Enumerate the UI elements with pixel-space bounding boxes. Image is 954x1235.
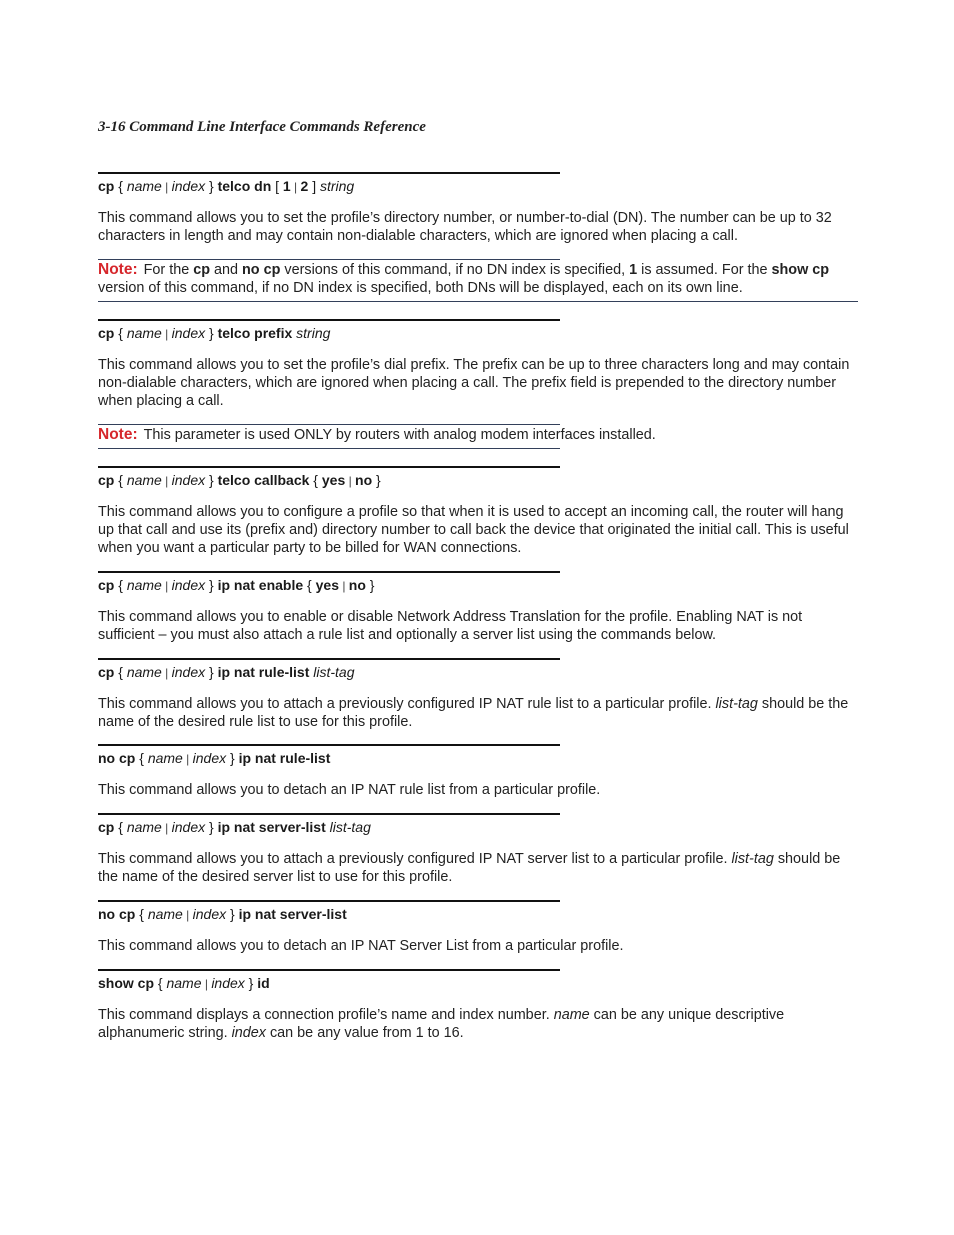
text-run: } (226, 750, 239, 766)
note-box (98, 259, 858, 302)
keyword-text: ip nat rule-list (238, 750, 331, 766)
running-header: 3-16 Command Line Interface Commands Reference (98, 119, 426, 135)
command-description (98, 608, 858, 644)
parameter-text: index (171, 577, 206, 593)
text-run: } (205, 178, 218, 194)
text-run: should be the name of the desired rule list to use for this profile. (98, 696, 849, 730)
text-run: { (135, 906, 148, 922)
keyword-text: cp (98, 664, 115, 680)
note-box (98, 424, 858, 449)
parameter-text: list-tag (715, 696, 758, 712)
text-run: { (154, 975, 167, 991)
note-label: Note: (98, 261, 138, 278)
parameter-text: name (553, 1007, 590, 1023)
parameter-text: index (171, 819, 206, 835)
command-description (98, 503, 858, 557)
keyword-text: ip nat server-list (217, 819, 326, 835)
command-description (98, 781, 858, 799)
text-run: versions of this command, if no DN index is specified, (280, 262, 630, 278)
command-description (98, 356, 858, 410)
text-run: This command allows you to set the profile’s directory number, or number-to-dial (DN). The number can be up to 32 characters in length and may contain non-dialable characters, which are ignored when placing a call. (98, 210, 832, 244)
parameter-text: index (171, 178, 206, 194)
command-syntax (98, 969, 560, 993)
parameter-text: index (171, 325, 206, 341)
keyword-text: show cp (771, 262, 830, 278)
keyword-text: ip nat rule-list (217, 664, 310, 680)
text-run: { (114, 664, 127, 680)
parameter-text: list-tag (731, 851, 774, 867)
keyword-text: telco dn (217, 178, 272, 194)
keyword-text: ip nat server-list (238, 906, 347, 922)
text-run: } (372, 472, 381, 488)
parameter-text: index (171, 472, 206, 488)
text-run: { (114, 819, 127, 835)
text-run: | (161, 666, 172, 680)
command-entry (98, 744, 858, 799)
command-entry (98, 969, 858, 1042)
keyword-text: 1 (629, 262, 638, 278)
text-run: { (114, 472, 127, 488)
keyword-text: id (257, 975, 270, 991)
text-run: This command allows you to attach a previously configured IP NAT rule list to a particular profile. (98, 696, 716, 712)
text-run: } (205, 325, 218, 341)
note-label: Note: (98, 426, 138, 443)
parameter-text: index (171, 664, 206, 680)
parameter-text: index (192, 906, 227, 922)
text-run: This command allows you to detach an IP NAT Server List from a particular profile. (98, 938, 624, 954)
text-run: is assumed. For the (637, 262, 772, 278)
keyword-text: cp (98, 819, 115, 835)
command-syntax (98, 172, 560, 196)
keyword-text: no cp (98, 906, 136, 922)
text-run: } (226, 906, 239, 922)
text-run: should be the name of the desired server list to use for this profile. (98, 851, 841, 885)
text-run: { (303, 577, 316, 593)
keyword-text: cp (193, 262, 210, 278)
text-run: | (161, 474, 172, 488)
parameter-text: name (166, 975, 202, 991)
keyword-text: 1 (282, 178, 291, 194)
text-run: This command displays a connection profile’s name and index number. (98, 1007, 554, 1023)
text-run: | (338, 579, 349, 593)
command-syntax (98, 466, 560, 490)
keyword-text: telco callback (217, 472, 310, 488)
text-run: | (290, 180, 301, 194)
keyword-text: telco prefix (217, 325, 293, 341)
text-run: | (161, 327, 172, 341)
command-description (98, 1006, 858, 1042)
text-run: | (161, 821, 172, 835)
text-run: can be any unique descriptive alphanumeric string. (98, 1007, 785, 1041)
keyword-text: 2 (300, 178, 309, 194)
text-run: | (345, 474, 356, 488)
command-syntax (98, 813, 560, 837)
parameter-text: name (126, 664, 162, 680)
parameter-text: name (126, 178, 162, 194)
text-run: } (205, 577, 218, 593)
keyword-text: cp (98, 178, 115, 194)
text-run: { (114, 325, 127, 341)
command-entry (98, 813, 858, 886)
command-description (98, 209, 858, 245)
parameter-text: index (231, 1025, 266, 1041)
note-text (98, 262, 829, 296)
command-syntax (98, 571, 560, 595)
command-syntax (98, 658, 560, 682)
command-entry (98, 658, 858, 731)
text-run: | (161, 180, 172, 194)
keyword-text: no cp (242, 262, 281, 278)
text-run: [ (271, 178, 283, 194)
text-run: } (205, 819, 218, 835)
text-run: | (201, 977, 212, 991)
parameter-text: name (147, 906, 183, 922)
command-syntax (98, 319, 560, 343)
text-run: } (205, 472, 218, 488)
command-description (98, 937, 858, 955)
text-run: | (182, 908, 193, 922)
parameter-text: index (192, 750, 227, 766)
command-entry (98, 900, 858, 955)
keyword-text: no (348, 577, 366, 593)
keyword-text: cp (98, 325, 115, 341)
note-text (144, 427, 656, 443)
command-description (98, 695, 858, 731)
text-run: ] (308, 178, 320, 194)
text-run: { (114, 577, 127, 593)
text-run: This command allows you to set the profile’s dial prefix. The prefix can be up to three characters long and may contain non-dialable characters, which are ignored when placing a call. The prefix field is prepended to the directory number when placing a call. (98, 357, 850, 409)
text-run: { (135, 750, 148, 766)
keyword-text: yes (321, 472, 346, 488)
parameter-text: list-tag (313, 664, 355, 680)
parameter-text: name (126, 577, 162, 593)
keyword-text: cp (98, 472, 115, 488)
parameter-text: list-tag (329, 819, 371, 835)
text-run: For the (143, 262, 194, 278)
keyword-text: no cp (98, 750, 136, 766)
parameter-text: name (147, 750, 183, 766)
parameter-text: name (126, 325, 162, 341)
keyword-text: show cp (98, 975, 155, 991)
command-entry (98, 571, 858, 644)
text-run: } (365, 577, 375, 593)
text-run: This command allows you to attach a previously configured IP NAT server list to a particular profile. (98, 851, 732, 867)
parameter-text: index (211, 975, 245, 991)
text-run: This parameter is used ONLY by routers with analog modem interfaces installed. (143, 427, 656, 443)
keyword-text: ip nat enable (217, 577, 304, 593)
text-run: } (205, 664, 218, 680)
text-run: can be any value from 1 to 16. (265, 1025, 464, 1041)
text-run: { (114, 178, 127, 194)
note-rule-bottom (98, 301, 858, 302)
keyword-text: yes (315, 577, 339, 593)
text-run: and (210, 262, 243, 278)
parameter-text: name (126, 472, 162, 488)
text-run: version of this command, if no DN index is specified, both DNs will be displayed, each on its own line. (98, 280, 743, 296)
text-run: This command allows you to detach an IP NAT rule list from a particular profile. (98, 782, 601, 798)
text-run: } (244, 975, 258, 991)
command-description (98, 850, 858, 886)
command-syntax (98, 744, 560, 768)
text-run: | (182, 752, 193, 766)
text-run: { (309, 472, 322, 488)
command-entry (98, 172, 858, 245)
command-syntax (98, 900, 560, 924)
note-rule-bottom (98, 448, 560, 449)
text-run: This command allows you to configure a profile so that when it is used to accept an incoming call, the router will hang up that call and use its (prefix and) directory number to call back the device that originated the initial call. This is useful when you want a particular party to be billed for WAN connections. (98, 504, 849, 556)
keyword-text: no (355, 472, 373, 488)
command-entry (98, 319, 858, 410)
parameter-text: string (296, 325, 331, 341)
keyword-text: cp (98, 577, 115, 593)
text-run: This command allows you to enable or disable Network Address Translation for the profile. Enabling NAT is not sufficient – you must also attach a rule list and optionally a server list using the commands below. (98, 609, 803, 643)
parameter-text: name (126, 819, 162, 835)
command-entry (98, 466, 858, 557)
text-run: | (161, 579, 172, 593)
parameter-text: string (319, 178, 355, 194)
